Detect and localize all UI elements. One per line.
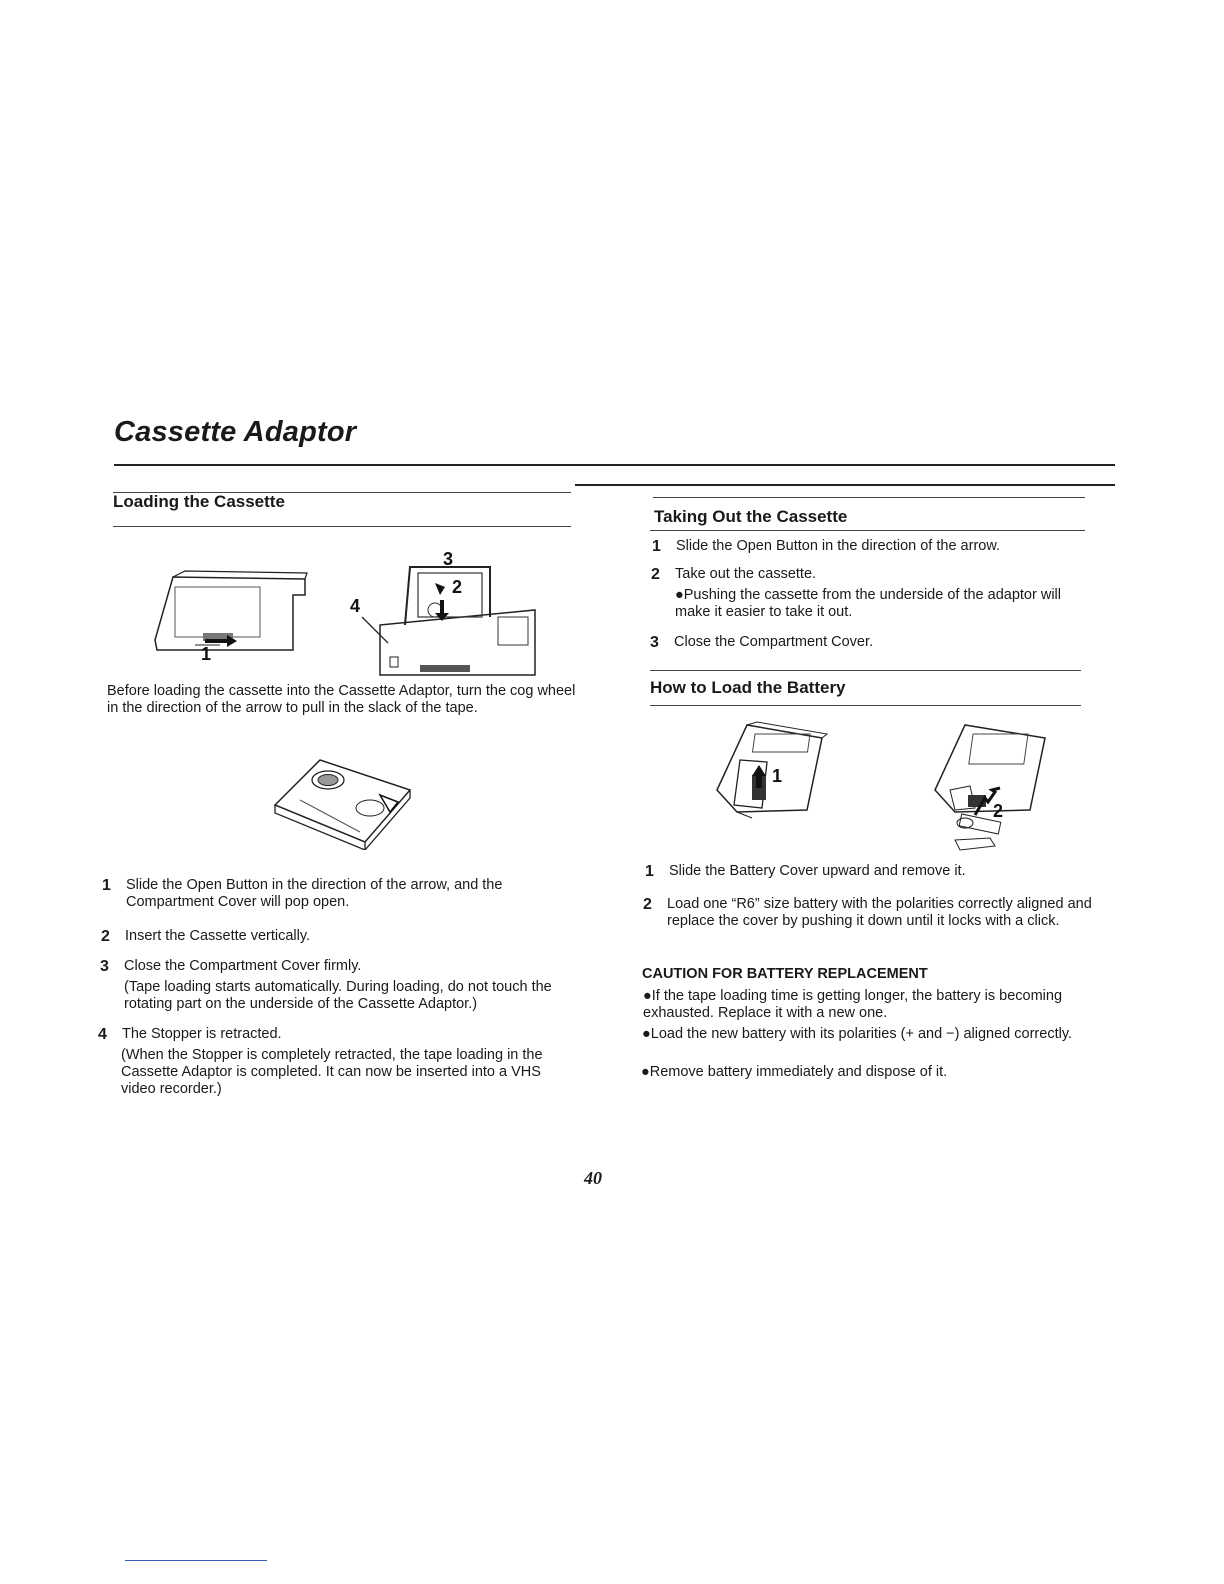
step-text: Load one “R6” size battery with the polarities correctly aligned and replace the cover by pushing it down until it locks with a click. xyxy=(667,896,1092,929)
battery-heading-top-rule xyxy=(650,670,1081,671)
loading-step-3-note: (Tape loading starts automatically. During loading, do not touch the rotating part on the underside of the Cassette Adaptor.) xyxy=(124,979,552,1012)
title-rule xyxy=(114,464,1115,466)
cassette-insertion-illustration xyxy=(340,545,545,680)
cog-wheel-cassette-illustration xyxy=(270,750,420,850)
battery-insert-illustration xyxy=(930,720,1050,860)
step-text: Close the Compartment Cover. xyxy=(674,634,874,650)
step-number: 2 xyxy=(651,566,660,583)
figure-label-2: 2 xyxy=(452,577,463,597)
step-number: 3 xyxy=(100,958,109,975)
right-column-rule xyxy=(575,484,1115,486)
step-text: Insert the Cassette vertically. xyxy=(125,928,311,944)
battery-heading-bottom-rule xyxy=(650,705,1081,706)
figure-label-2: 2 xyxy=(993,801,1004,821)
taking-out-heading: Taking Out the Cassette xyxy=(654,507,848,526)
step-number: 2 xyxy=(643,896,652,913)
figure-label-1: 1 xyxy=(772,766,783,786)
taking-out-bottom-rule xyxy=(650,530,1085,531)
step-text: The Stopper is retracted. xyxy=(122,1026,282,1042)
step-text: Slide the Battery Cover upward and remove it. xyxy=(669,863,966,879)
step-text: Slide the Open Button in the direction of the arrow. xyxy=(676,538,1001,554)
step-text: Close the Compartment Cover firmly. xyxy=(124,958,362,974)
figure-label-4: 4 xyxy=(350,596,361,616)
taking-out-step-2-note: ●Pushing the cassette from the underside of the adaptor will make it easier to take it out. xyxy=(675,587,1061,620)
step-number: 3 xyxy=(650,634,659,651)
step-number: 1 xyxy=(102,877,111,894)
step-text: Take out the cassette. xyxy=(675,566,817,582)
caution-item-1: ●If the tape loading time is getting longer, the battery is becoming exhausted. Replace it with a new one. xyxy=(643,988,1063,1021)
figure-label-3: 3 xyxy=(443,549,454,569)
loading-intro: Before loading the cassette into the Cassette Adaptor, turn the cog wheel in the direction of the arrow to pull in the slack of the tape. xyxy=(107,683,576,716)
loading-heading-top-rule xyxy=(113,492,571,493)
open-button-illustration xyxy=(145,565,320,665)
caution-title: CAUTION FOR BATTERY REPLACEMENT xyxy=(642,966,928,982)
loading-heading: Loading the Cassette xyxy=(113,492,285,511)
step-number: 1 xyxy=(652,538,661,555)
step-text: Slide the Open Button in the direction of the arrow, and the Compartment Cover will pop open. xyxy=(126,877,503,910)
page-title: Cassette Adaptor xyxy=(114,416,357,448)
caution-item-2: ●Load the new battery with its polarities (+ and −) aligned correctly. xyxy=(642,1026,1073,1042)
loading-step-4-note: (When the Stopper is completely retracted, the tape loading in the Cassette Adaptor is completed. It can now be inserted into a VHS video recorder.) xyxy=(121,1047,543,1097)
page-number: 40 xyxy=(584,1168,602,1188)
battery-heading: How to Load the Battery xyxy=(650,678,846,697)
step-number: 2 xyxy=(101,928,110,945)
loading-heading-bottom-rule xyxy=(113,526,571,527)
step-number: 1 xyxy=(645,863,654,880)
figure-label-1: 1 xyxy=(201,644,212,664)
step-number: 4 xyxy=(98,1026,107,1043)
taking-out-top-rule xyxy=(653,497,1085,498)
caution-item-3: ●Remove battery immediately and dispose of it. xyxy=(641,1064,948,1080)
footer-rule xyxy=(125,1560,267,1561)
battery-cover-illustration xyxy=(712,720,832,820)
